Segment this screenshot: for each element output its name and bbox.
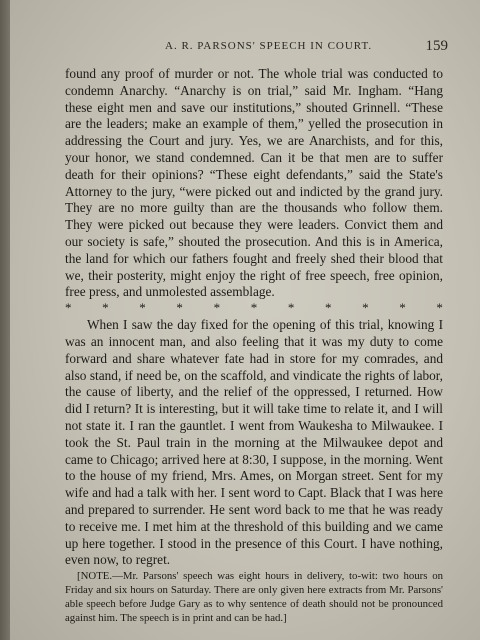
asterisk: * [65,300,72,316]
body-text [65,66,443,625]
running-head-title: A. R. PARSONS' SPEECH IN COURT. [165,40,373,52]
page-number: 159 [425,38,448,54]
asterisk: * [250,300,258,316]
paragraph-2: When I saw the day fixed for the opening of this trial, knowing I was an innocent man, and also feeling that it was my duty to come forward and share whatever fate had in store for my comrades, and also stand, if need be, on the scaffold, and vindicate the rights of labor, the cause of liberty, and the relief of the oppressed, I returned. How did I return? It is interesting, but it will take time to relate it, and I will not state it. I ran the gauntlet. I went from Waukesha to Milwaukee. I took the St. Paul train in the morning at the Milwaukee depot and came to Chicago; arrived here at 8:30, I suppose, in the morning. Went to the house of my friend, Mrs. Ames, on Morgan street. Sent for my wife and had a talk with her. I sent word to Capt. Black that I was here and prepared to surrender. He sent word back to me that he was ready to receive me. I met him at the threshold of this building and we came up here together. I stood in the presence of this Court. I have nothing, even now, to regret. [65,317,443,568]
asterisk: * [213,300,221,316]
section-separator [65,301,443,315]
asterisk: * [324,300,332,316]
running-head [10,40,480,56]
asterisk: * [102,300,109,316]
paragraph-1: found any proof of murder or not. The whole trial was conducted to condemn Anarchy. “Anarchy is on trial,” said Mr. Ingham. “Hang these eight men and save our institutions,” shouted Grinnell. “These are the leaders; make an example of them,” yelled the prosecution in addressing the Court and jury. Yes, we are Anarchists, and for this, your honor, we stand condemned. Can it be that men are to suffer death for their opinions? “These eight defendants,” said the State's Attorney to the jury, “were picked out and indicted by the grand jury. They are no more guilty than are the thousands who follow them. They were picked out because they were leaders. Convict them and our society is safe,” shouted the prosecution. And this is in America, the land for which our fathers fought and freely shed their blood that we, their posterity, might enjoy the right of free speech, free opinion, free press, and unmolested assemblage. [65,66,443,300]
book-page [10,0,480,640]
asterisk: * [139,300,146,316]
asterisk: * [287,300,295,316]
footnote: [NOTE.—Mr. Parsons' speech was eight hours in delivery, to-wit: two hours on Friday and six hours on Saturday. There are only given here extracts from Mr. Parsons' able speech before Judge Gary as to why sentence of death should not be pronounced against him. The speech is in print and can be had.] [65,570,443,625]
asterisk: * [362,300,369,316]
asterisk: * [436,300,443,316]
asterisk: * [176,300,183,316]
asterisk: * [399,300,406,316]
